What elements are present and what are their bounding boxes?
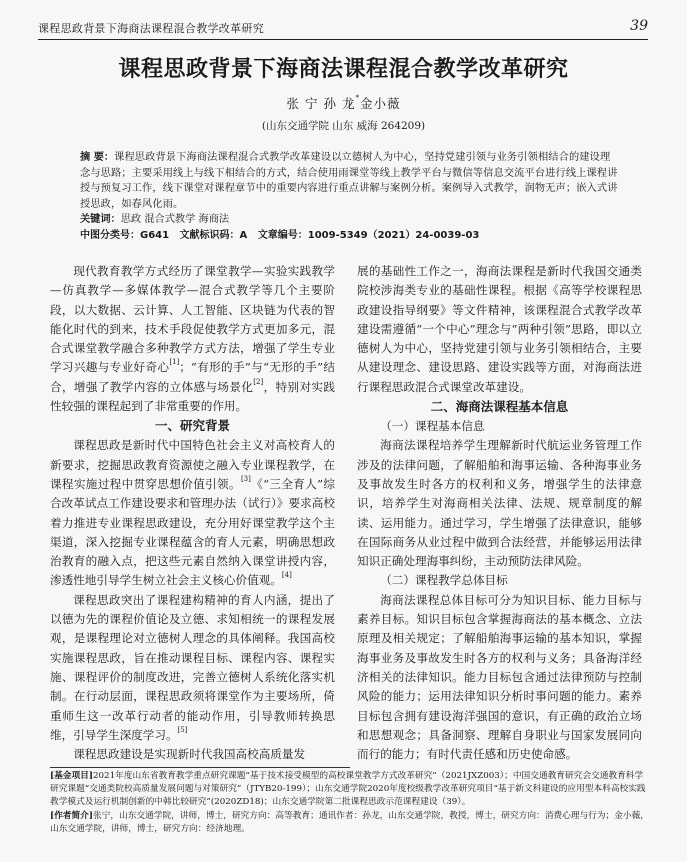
doc-code-label: 文献标识码： xyxy=(179,229,240,241)
footnote-block xyxy=(50,770,650,836)
subsection-heading: （二）课程教学总体目标 xyxy=(380,573,508,588)
keywords-label: 关键词： xyxy=(80,214,121,226)
subsection-heading: （一）课程基本信息 xyxy=(380,419,485,434)
footnote-rule xyxy=(50,767,350,768)
header-rule xyxy=(38,39,648,40)
paragraph-text: 课程思政是新时代中国特色社会主义对高校育人的新要求，挖掘思政教育资源使之融入专业课程教学，在课程实施过程中贯穿思想价值引领。 xyxy=(50,438,335,491)
paragraph-text: ；“有形的手”与“无形的手”结合，增强了教学内容的立体感与场景化 xyxy=(50,360,335,394)
abstract-block xyxy=(80,150,618,244)
author-bio-label: [作者简介] xyxy=(50,810,93,821)
corresponding-mark: * xyxy=(355,94,360,102)
abstract-label: 摘 要： xyxy=(80,152,115,163)
citation: [4] xyxy=(281,571,292,580)
clc-value: G641 xyxy=(140,229,170,241)
citation: [1] xyxy=(169,358,180,367)
abstract xyxy=(80,150,618,212)
doc-code-value: A xyxy=(239,229,248,241)
article-no-value: 1009-5349（2021）24-0039-03 xyxy=(307,229,480,241)
paper-title: 课程思政背景下海商法课程混合教学改革研究 xyxy=(118,57,569,82)
funding-label: [基金项目] xyxy=(50,771,93,781)
page-number: 39 xyxy=(630,18,648,34)
paragraph-text: 《“三全育人”综合改革试点工作建设要求和管理办法（试行）》要求高校着力推进专业课程思政建设，充分用好课堂教学这个主渠道，深入挖掘专业课程蕴含的育人元素，明确思想政治教育的融入点，把这些元素自然纳入课堂讲授内容，渗透性地引导学生树立社会主义核心价值观。 xyxy=(50,476,335,588)
running-header xyxy=(38,18,648,38)
body-paragraph: 海商法课程培养学生理解新时代航运业务管理工作涉及的法律问题，了解船舶和海事运输、各种海事业务及事故发生时各方的权利和义务，增强学生的法律意识，培养学生对海商相关法律、法规、规章制度的解读、运用能力。通过学习，学生增强了法律意识，能够在国际商务从业过程中做到合法经营，并能够运用法律知识正确处理海事纠纷，主动预防法律风险。 xyxy=(357,438,642,569)
body-paragraph: 课程思政建设是实现新时代我国高校高质量发 xyxy=(73,747,306,762)
citation: [2] xyxy=(253,377,264,386)
keywords xyxy=(80,212,618,228)
paragraph-text: 现代教育教学方式经历了课堂教学—实验实践教学—仿真教学—多媒体教学—混合式教学等几个主要阶段，以大数据、云计算、人工智能、区块链为代表的智能化时代的到来，技术手段促使教学方式更加多元，混合式课堂教学融合多种教学方式方法，增强了学生专业学习兴趣与专业好奇心 xyxy=(50,264,335,375)
body-paragraph: 展的基础性工作之一，海商法课程是新时代我国交通类院校涉海类专业的基础性课程。根据《高等学校课程思政建设指导纲要》等文件精神，该课程混合式教学改革建设需遵循“一个中心”理念与“两种引领”思路，即以立德树人为中心，坚持党建引领与业务引领相结合，主要从建设理念、建设思路、建设实践等方面，对海商法进行课程思政混合式课堂改革建设。 xyxy=(357,264,642,394)
author-bio-note xyxy=(50,810,650,836)
running-header-title: 课程思政背景下海商法课程混合教学改革研究 xyxy=(38,22,264,35)
section-heading: 二、海商法课程基本信息 xyxy=(430,399,569,415)
clc-label: 中图分类号： xyxy=(80,229,140,241)
article-no-label: 文章编号： xyxy=(257,229,308,241)
funding-text: 2021年度山东省教育教学重点研究课题“基于技术接受模型的高校课堂教学方式改革研究”（2021JXZ003）；中国交通教育研究会交通教育科学研究课题“交通类院校高质量发展问题与对策研究”（JTYB20-199）；山东交通学院2020年度校级教学改革研究项目“基于新文科建设的应用型本科高校实践教学模式及运行机制创新的中韩比较研究”(2020ZD18)；山东交通学院第二批课程思政示范课程建设（39）。 xyxy=(50,771,646,808)
keywords-text: 思政 混合式教学 海商法 xyxy=(120,214,230,226)
author-names: 张 宁 孙 龙 xyxy=(286,96,356,111)
author-line xyxy=(0,94,687,112)
author-names-last: 金小薇 xyxy=(359,96,401,111)
body-column-left xyxy=(50,262,335,764)
body-column-right xyxy=(357,262,642,764)
paragraph-text: ，特别对实践性较强的课程起到了非常重要的作用。 xyxy=(50,379,335,414)
body-paragraph xyxy=(50,591,335,745)
citation: [3] xyxy=(240,474,251,483)
body-paragraph xyxy=(50,262,335,416)
author-bio-text: 张宁，山东交通学院，讲师，博士，研究方向：高等教育；通讯作者：孙龙，山东交通学院，教授，博士，研究方向：消费心理与行为；金小薇，山东交通学院，讲师，博士，研究方向：经济地理。 xyxy=(50,810,649,834)
classification-line xyxy=(80,228,618,244)
paragraph-text: 课程思政突出了课程建构精神的育人内涵，提出了以德为先的课程价值论及立德、求知相统一的课程发展观，是课程理论对立德树人理念的具体阐释。我国高校实施课程思政，旨在推动课程目标、课程内容、课程实施、课程评价的制度改进，完善立德树人系统化落实机制。在行动层面，课程思政须将课堂作为主要场所，倚重师生这一改革行动者的能动作用，引导教师转换思维，引导学生深度学习。 xyxy=(50,592,335,742)
affiliation: (山东交通学院 山东 威海 264209) xyxy=(261,120,426,132)
abstract-text: 课程思政背景下海商法课程混合式教学改革建设以立德树人为中心，坚持党建引领与业务引领相结合的建设理念与思路；主要采用线上与线下相结合的方式，结合使用雨课堂等线上教学平台与微信等信息交流平台进行线上课程讲授与预复习工作，线下课堂对课程章节中的重要内容进行重点讲解与案例分析。案例导入式教学，润物无声；嵌入式讲授思政，如春风化雨。 xyxy=(80,152,618,210)
body-paragraph: 海商法课程总体目标可分为知识目标、能力目标与素养目标。知识目标包含掌握海商法的基本概念、立法原理及相关规定；了解船舶海事运输的基本知识，掌握海事业务及事故发生时各方的权利与义务；具备海洋经济相关的法律知识。能力目标包含通过法律预防与控制风险的能力；运用法律知识分析时事问题的能力。素养目标包含拥有建设海洋强国的意识，有正确的政治立场和思想观念；具备洞察、理解自身职业与国家发展同向而行的能力；有时代责任感和历史使命感。 xyxy=(357,592,642,762)
section-heading: 一、研究背景 xyxy=(154,418,230,434)
funding-note xyxy=(50,770,650,810)
citation: [5] xyxy=(177,725,188,734)
body-paragraph xyxy=(50,436,335,590)
